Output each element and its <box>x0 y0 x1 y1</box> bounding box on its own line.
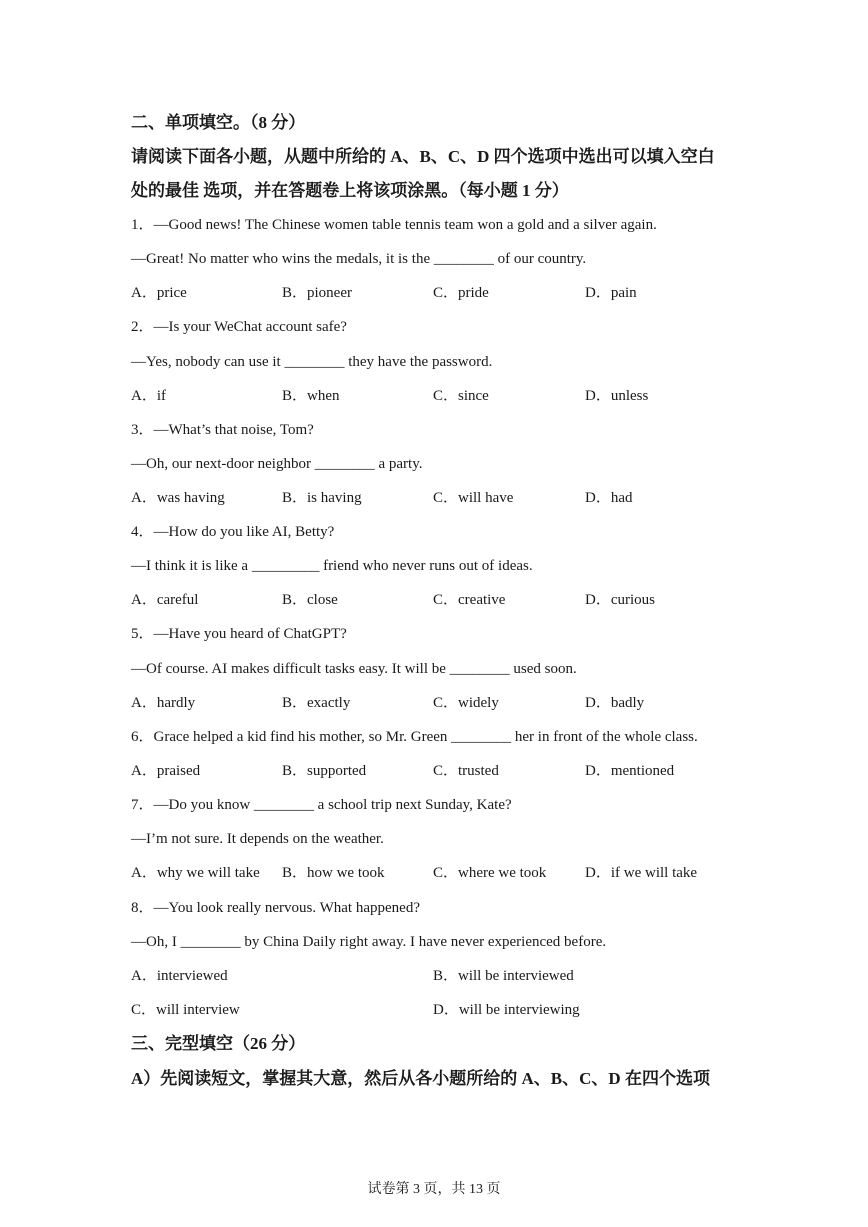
question-2-option-c: C．since <box>433 388 489 404</box>
question-7-option-a: A．why we will take <box>131 865 260 881</box>
question-5-line-2: —Of course. AI makes difficult tasks easy. It will be ________ used soon. <box>131 661 577 677</box>
question-2-option-b: B．when <box>282 388 340 404</box>
section2-heading: 二、单项填空。（8 分） <box>131 113 306 132</box>
question-6-option-b: B．supported <box>282 763 367 779</box>
question-6-option-a: A．praised <box>131 763 201 779</box>
question-6-option-d: D．mentioned <box>585 763 675 779</box>
question-3-option-d: D．had <box>585 490 633 506</box>
question-8-option-d: D．will be interviewing <box>433 1002 580 1018</box>
question-3-option-a: A．was having <box>131 490 225 506</box>
question-2-option-d: D．unless <box>585 388 649 404</box>
section3-heading: 三、完型填空（26 分） <box>131 1034 306 1053</box>
question-1-line-1: 1．—Good news! The Chinese women table tennis team won a gold and a silver again. <box>131 217 657 233</box>
question-1-option-c: C．pride <box>433 285 489 301</box>
question-5-option-b: B．exactly <box>282 695 351 711</box>
question-5-option-a: A．hardly <box>131 695 196 711</box>
question-7-line-2: —I’m not sure. It depends on the weather. <box>131 831 384 847</box>
question-3-line-2: —Oh, our next-door neighbor ________ a party. <box>131 456 423 472</box>
question-4-option-b: B．close <box>282 592 338 608</box>
question-7-option-b: B．how we took <box>282 865 385 881</box>
question-6-option-c: C．trusted <box>433 763 499 779</box>
question-1-option-b: B．pioneer <box>282 285 352 301</box>
question-5-option-d: D．badly <box>585 695 645 711</box>
question-3-option-b: B．is having <box>282 490 362 506</box>
question-8-line-1: 8．—You look really nervous. What happened? <box>131 900 420 916</box>
question-8-option-c: C．will interview <box>131 1002 240 1018</box>
question-8-option-b: B．will be interviewed <box>433 968 574 984</box>
question-3-option-c: C．will have <box>433 490 514 506</box>
question-4-line-2: —I think it is like a _________ friend who never runs out of ideas. <box>131 558 533 574</box>
section3-instruction-line1: A）先阅读短文，掌握其大意，然后从各小题所给的 A、B、C、D 在四个选项 <box>131 1069 710 1088</box>
question-4-option-d: D．curious <box>585 592 655 608</box>
question-7-line-1: 7．—Do you know ________ a school trip next Sunday, Kate? <box>131 797 512 813</box>
section2-instruction-line1: 请阅读下面各小题，从题中所给的 A、B、C、D 四个选项中选出可以填入空白 <box>131 147 715 166</box>
question-8-option-a: A．interviewed <box>131 968 228 984</box>
question-7-option-c: C．where we took <box>433 865 547 881</box>
question-5-line-1: 5．—Have you heard of ChatGPT? <box>131 626 347 642</box>
question-1-option-a: A．price <box>131 285 187 301</box>
question-4-option-c: C．creative <box>433 592 506 608</box>
question-2-option-a: A．if <box>131 388 166 404</box>
page-footer: 试卷第 3 页，共 13 页 <box>367 1182 501 1197</box>
section2-instruction-line2: 处的最佳 选项，并在答题卷上将该项涂黑。（每小题 1 分） <box>131 181 569 200</box>
question-2-line-2: —Yes, nobody can use it ________ they have the password. <box>131 354 493 370</box>
question-2-line-1: 2．—Is your WeChat account safe? <box>131 319 347 335</box>
question-3-line-1: 3．—What’s that noise, Tom? <box>131 422 314 438</box>
question-6-line-1: 6．Grace helped a kid find his mother, so Mr. Green ________ her in front of the whole class. <box>131 729 698 745</box>
question-8-line-2: —Oh, I ________ by China Daily right away. I have never experienced before. <box>131 934 607 950</box>
question-7-option-d: D．if we will take <box>585 865 698 881</box>
question-5-option-c: C．widely <box>433 695 499 711</box>
question-1-line-2: —Great! No matter who wins the medals, it is the ________ of our country. <box>131 251 587 267</box>
question-4-line-1: 4．—How do you like AI, Betty? <box>131 524 335 540</box>
question-1-option-d: D．pain <box>585 285 637 301</box>
question-4-option-a: A．careful <box>131 592 199 608</box>
